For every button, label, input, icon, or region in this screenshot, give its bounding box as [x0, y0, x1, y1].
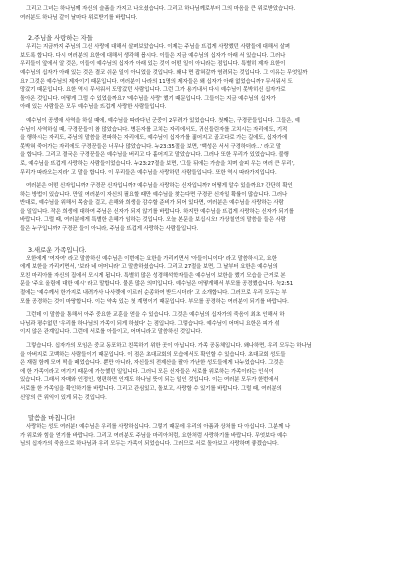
- section-3: [20, 246, 391, 403]
- text-line: 요? 그것은 예수님의 제자이기 때문입니다. 여러분이 나라의 11명의 제자들은 왜 십자가 아래 없었습니까? 무서워서 도: [20, 78, 293, 85]
- text-line: 오한에게 '여자여' 라고 말씀하신 예수님은 이번에는 요한을 가리키면서 '아들이니이다' 라고 말씀하시고, 요한: [26, 255, 277, 262]
- section-2: [20, 34, 391, 233]
- text-line: 가 위로와 힘을 얻기를 바랍니다. 그리고 여러분도 주님을 마리아처럼, 요한처럼 사랑하기를 바랍니다. 무엇보다 예수: [20, 432, 288, 439]
- text-line: 못박혀 죽어가는 자리에도 구경꾼들은 너무나 많았습니다. 누23:35절을 보면, '백성은 서서 구경하더라...' 라고 말: [20, 143, 282, 150]
- text-line: 그리고 그녀는 하나님께 자신의 슬픔을 가지고 나오셨습니다. 그리고 하나님께로부터 그의 마음을 큰 위로받았습니다.: [26, 6, 295, 12]
- text-line: 나님과 평수없던 '우리를 하나님의 가족이 되게 하셨다' 는 점입니다. 그렇습니다. 예수님이 어머니 요한은 피가 섞: [20, 320, 280, 327]
- text-line: 을 일입니다. 작은 희생에 대하여 주님은 신자가 되지 않기를 바랍니다. 하지만 예수님을 뜨겁게 사랑하는 신자가 되기를: [20, 208, 294, 215]
- paragraph: [20, 255, 391, 307]
- section-heading: 말씀을 마칩니다!: [28, 414, 76, 423]
- text-line: 보도록 합니다. 다시 여러분의 요한에 대해서 생각해 봅시다. 이들은 지금 예수님의 십자가 아래 서 있습니다. 그러나: [20, 52, 286, 59]
- text-line: 바랍니다. 그럴 때, 여러분에게 특별한 은혜가 임하는 것입니다. 오늘 본문을 보십시오! 가상칠언의 말씀을 들은 사람: [20, 217, 286, 224]
- text-line: 들은 누구입니까? 구경꾼 들이 아니라, 주님을 뜨겁게 사랑하는 사람들입니다.: [20, 226, 199, 233]
- text-line: 여러분도 하나님 같이 날마다 위로받기를 바랍니다.: [20, 14, 138, 21]
- text-line: 모를 공경하는 것이 마땅합니다. 이는 약속 있는 첫 계명이기 때문입니다. 부모를 공경하는 여러분이 되기를 바랍니다.: [20, 298, 289, 305]
- text-line: 여러분은 어떤 신자입니까? 구경꾼 신자입니까? 예수님을 사랑하는 신자입니까? 어떻게 알수 있을까요? 간단히 확인: [26, 183, 293, 190]
- text-line: 로, 예수님을 뜨겁게 사랑하는 사람들이었습니다. 누23:27절을 보면, '그들 뒤에는 가슴을 치며 슬피 우는 여러 큰 무리',: [20, 160, 295, 167]
- section-heading: 3.새로운 가족입니다.: [28, 245, 87, 254]
- text-line: 서로를 한 가족임을 확인하기를 바랍니다. 그리고 관심있고, 돌보고, 사랑할 수 있기를 바랍니다. 그럴 때, 여러분의: [20, 385, 282, 392]
- text-line: 님의 십자가의 죽음으로 하나님과 우리 모두는 가족이 되었습니다. 그러므로 서로 돌아보고 사랑하며 좋겠습니다.: [20, 441, 279, 448]
- text-line: 돌아온 것입니다. 어떻게 그럴 수 있었을까요? '예수님을 사랑' 했기 때문입니다. 그들이는 지금 예수님의 십자가: [20, 95, 276, 102]
- text-line: 은 재림 함께 모여 떡을 떼었습니다. 뿐만 아니라, 자신들의 전제산을 팔아 가난한 성도들에게 나누었습니다. 그것은: [20, 360, 284, 367]
- text-line: 우리들이 앞에서 알 것은, 이들이 예수님의 십자가 아래 있는 것이 어떤 일이 아니라는 점입니다. 특별히 제자 요한이: [20, 61, 286, 68]
- text-line: 문을 '주요 올림에 대한 예시' 라고 말합니다. 물론 많은 의미입니다. 예수님은 어떻게해서 부모를 공경했습니다. 눅2:51: [20, 281, 294, 288]
- paragraph: [20, 311, 391, 337]
- paragraph: [20, 117, 391, 177]
- paragraph: [20, 423, 391, 449]
- text-line: 을 아버지로 고백하는 사람들이기 때문입니다. 이 점은 초대교회의 모습에서도 확인할 수 있습니다. 초대교회 성도들: [20, 351, 286, 358]
- text-line: 사랑하는 성도 여러분! 예수님은 우리를 사랑하십니다. 그렇기 때문에 우리의 아픔과 상처를 다 아십니다. 그분께 나: [26, 424, 291, 431]
- text-line: 우리는 지금까지 주님의 그신 사랑에 대해서 살펴보았습니다. 이제는 주님을 뜨겁게 사랑했던 사람들에 대해서 살펴: [26, 44, 290, 51]
- intro-paragraph: [20, 5, 391, 22]
- text-line: 하는 방법이 있습니다. 만일 여러분이 자신의 필요할 때만 예수님을 찾는다면 구경꾼 신자일 확률이 많습니다. 그러나: [20, 191, 288, 198]
- text-line: 을 합니다. 그리고 결국은 구경꾼들은 예수님을 버리고 다 흩어지고 말았습니다. 그러나 또한 무리가 있었습니다. 불행: [20, 152, 289, 159]
- text-line: 있습니다. 그래서 자매와 인정인, 형편하면 인계도 하나님 뜻이 되는 일인 것입니다. 이는 여러분 모두가 한번에서: [20, 377, 279, 384]
- text-line: 에게 보한을 가리키면서, '보라 네 어머니라' 고 말씀하셨습니다. 그리고 27절을 보면, 그 날부터 요한은 예수님의: [20, 264, 278, 271]
- paragraph: [20, 182, 391, 234]
- text-line: 모친 마리아를 자신의 집에서 모시게 됩니다. 특별히 많은 성경해석학자들은 예수님이 보한을 했기 모습을 근거로 본: [20, 272, 286, 279]
- text-line: 예수님의 십자가 아래 있는 것은 결코 쉬운 일이 아니었을 것입니다. 왜냐 면 잡혀갈까 염려되는 것입니다. 그 이유는 무엇일까: [20, 69, 308, 76]
- text-line: 반대로, 예수님을 위해서 목숨을 걸고, 손해와 희생을 감수할 준비가 되어 있다면, 여러분은 예수님을 사랑하는 사람: [20, 200, 284, 207]
- text-line: 절에는 '예수께서 한가지로 내려가사 나사렛에 이르러 순종하여 받드시더라' 고 소개합니다. 그러므로 우리 모두는 부: [20, 290, 287, 297]
- text-line: 을 행하시는 자리도, 주님의 말씀을 전파하는 자리에도, 예수님이 십자가를 짊어지고 골고다로 가는 길에도, 십자가에: [20, 135, 288, 142]
- text-line: 그렇습니다. 십자가의 모임은 중교 동포하고 친목하기 위한 곳이 아닙니다. 가족 공동체입니다. 왜나하면, 우리 모두는 하나님: [26, 343, 312, 349]
- text-line: 아래 있는 사람들은 모두 예수님을 뜨겁게 사랑한 사람들입니다.: [20, 104, 167, 111]
- section-heading: 2.주님을 사랑하는 자들: [28, 34, 93, 43]
- text-line: 이지 않은 관계입니다. 그런데 서로를 아들이고, 어머니라고 말씀하신 것입니다.: [20, 329, 203, 336]
- text-line: 망갔기 때문입니다. 요한 역시 무서워서 도망갔던 사람입니다. 그런 그가 용기내서 다시 예수님이 못박히신 십자가로: [20, 87, 286, 94]
- paragraph: [20, 342, 391, 402]
- closing-section: [20, 414, 391, 449]
- text-line: 그런데 이 말씀을 통해서 아주 중요한 교훈을 얻을 수 있습니다. 그것은 예수님의 십자가의 죽음이 최초 인해서 하: [26, 312, 285, 319]
- paragraph: [20, 43, 391, 112]
- text-line: 수님이 사역하실 때, 구경꾼들이 참 많았습니다. 병든자를 고치는 자리에서도, 귀신들린자를 고치시는 자리에도, 기적: [20, 126, 288, 133]
- text-line: 신앙의 큰 위익이 있게 되는 것입니다.: [20, 394, 107, 401]
- text-line: 예수님이 공생애 사역을 하실 때에, 예수님을 따라다닌 군중이 2무려가 있었습니다. 첫째는, 구경꾼들입니다. 그들은, 예: [26, 117, 300, 124]
- text-line: 무리가 따라오는지라' 고 말을 합니다. 이 무리들은 예수님을 사랑하던 사람들입니다. 또한 역시 따라가지입니다.: [20, 169, 277, 176]
- text-line: 에 한 가족이라고 여기기 때문에 가능했던 일입니다. 그러니 모든 신자들은 서로를 위로하는 가족이라는 인식이: [20, 368, 274, 375]
